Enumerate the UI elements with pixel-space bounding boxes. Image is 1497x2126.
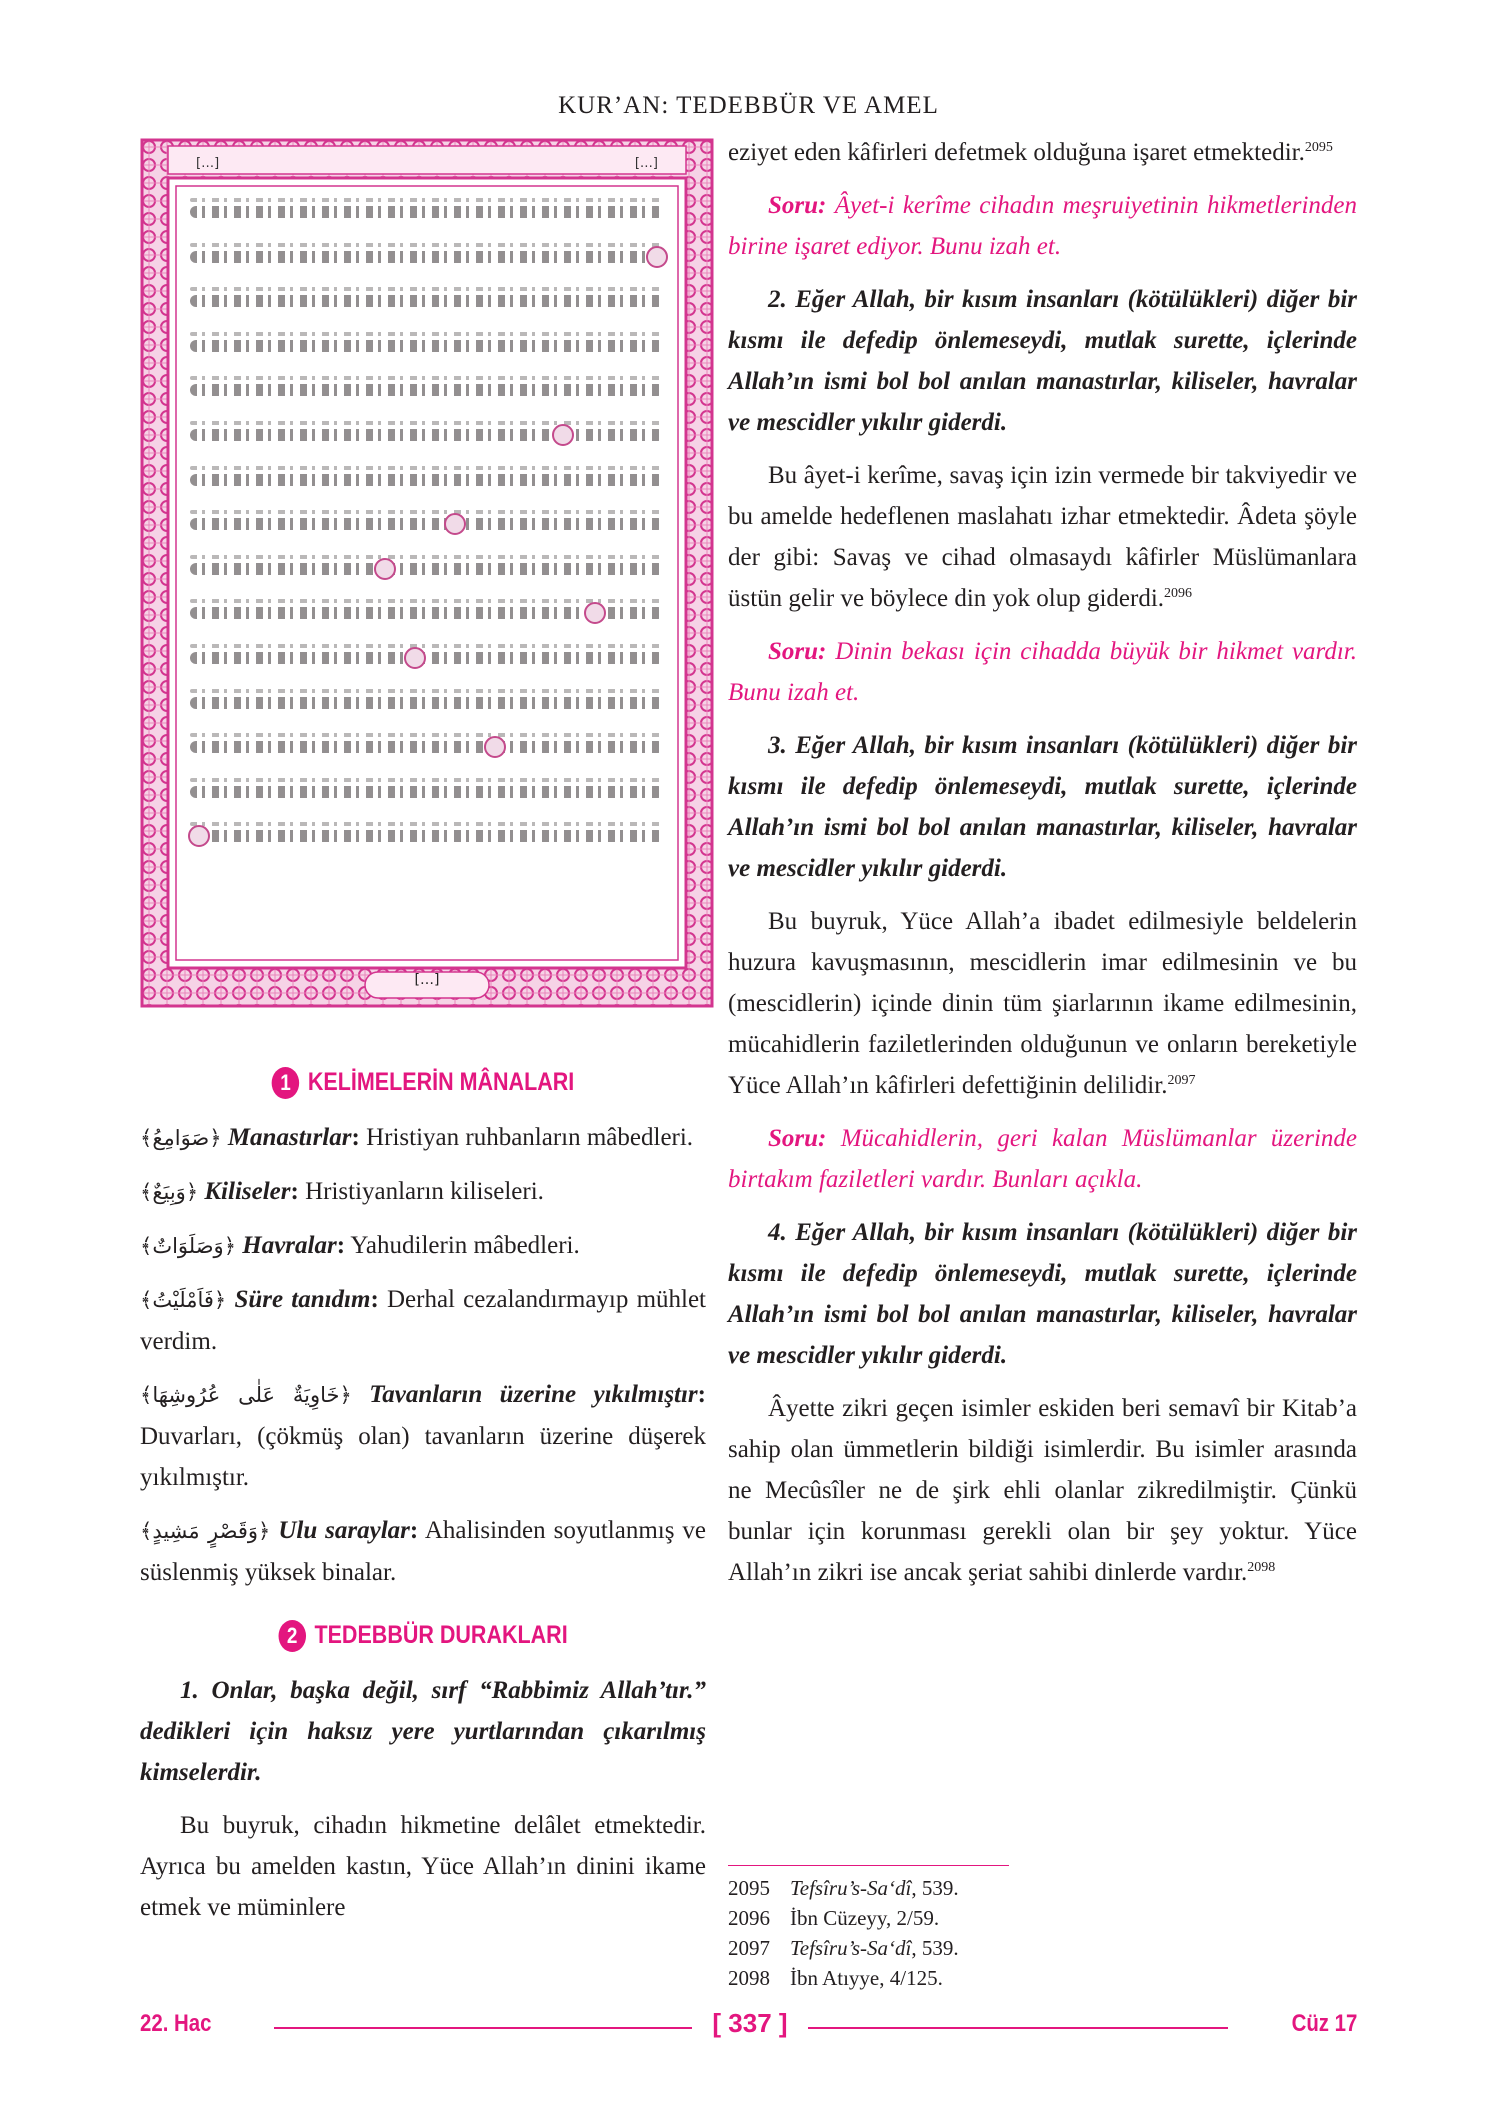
footnote-rule [728,1865,1009,1866]
footnote-ref: 2096 [1164,586,1193,601]
ayah-marker [552,424,574,446]
tedebbur-point-4: 4. Eğer Allah, bir kısım insanları (kötülükleri) diğer bir kısmı ile defedip önlemeseydi, mutlak surette, içlerinde Allah’ın ismi bol bol anılan manastırlar, kiliseler, havralar ve mescidler yıkılır giderdi. [728,1219,1357,1369]
heading-number-badge: 2 [278,1620,306,1652]
footnote-ref: 2095 [1304,140,1333,155]
glossary-entry: ﴾وَقَصْرٍ مَشِيدٍ﴿ Ulu saraylar: Ahalisinden soyutlanmış ve süslenmiş yüksek binalar. [140,1517,707,1586]
body-paragraph: Âyette zikri geçen isimler eskiden beri semavî bir Kitab’a sahip olan ümmetlerin bildiği isimlerdir. Bu isimler arasında ne Mecûsîler ne de şirk ehli olanlar zikredilmiştir. Çünkü bunlar için korunması gerekli olan bir şey yoktur. Yüce Allah’ın zikri ise ancak şeriat sahibi dinlerde vardır.$^{2098}$ [728,1395,1357,1586]
mushaf-line [184,235,670,280]
footer-rule [274,2027,692,2029]
mushaf-text-lines [184,190,670,859]
running-head: KUR’AN: TEDEBBÜR VE AMEL [558,92,939,119]
ayah-marker [188,825,210,847]
tedebbur-point-1: 1. Onlar, başka değil, sırf “Rabbimiz Allah’tır.” dedikleri için haksız yere yurtlarından çıkarılmış kimselerdir. [140,1677,707,1786]
glossary-entry: ﴾خَاوِيَةٌ عَلٰى عُرُوشِهَا﴿ Tavanların üzerine yıkılmıştır: Duvarları, (çökmüş olan) tavanların üzerine düşerek yıkılmıştır. [140,1381,706,1491]
left-column [140,1062,706,1928]
mushaf-line [184,502,670,547]
mushaf-line [184,725,670,770]
mushaf-page [140,138,714,1008]
mushaf-line [184,547,670,592]
question-prompt: Soru: Dinin bekası için cihadda büyük bir hikmet vardır. Bunu izah et. [728,638,1357,706]
mushaf-header-juz: […] [196,156,220,171]
mushaf-line [184,190,670,235]
mushaf-line [184,458,670,503]
glossary-entry: ﴾صَوَامِعُ﴿ Manastırlar: Hristiyan ruhbanların mâbedleri. [140,1124,694,1151]
ayah-marker [404,647,426,669]
glossary-entry: ﴾فَاَمْلَيْتُ﴿ Süre tanıdım: Derhal cezalandırmayıp mühlet verdim. [140,1286,706,1355]
footnote: 2096 İbn Cüzeyy, 2/59. [728,1906,940,1930]
heading-title: TEDEBBÜR DURAKLARI [314,1621,568,1649]
mushaf-line [184,591,670,636]
tedebbur-point-2: 2. Eğer Allah, bir kısım insanları (kötülükleri) diğer bir kısmı ile defedip önlemeseydi, mutlak surette, içlerinde Allah’ın ismi bol bol anılan manastırlar, kiliseler, havralar ve mescidler yıkılır giderdi. [728,286,1357,436]
tedebbur-point-3: 3. Eğer Allah, bir kısım insanları (kötülükleri) diğer bir kısmı ile defedip önlemeseydi, mutlak surette, içlerinde Allah’ın ismi bol bol anılan manastırlar, kiliseler, havralar ve mescidler yıkılır giderdi. [728,732,1357,882]
ayah-marker [374,558,396,580]
footer-rule [808,2027,1228,2029]
heading-number-badge: 1 [272,1067,300,1099]
right-column [728,132,1357,1593]
body-paragraph: Bu âyet-i kerîme, savaş için izin vermede bir takviyedir ve bu amelde hedeflenen maslahatı izhar etmektedir. Âdeta şöyle der gibi: Savaş ve cihad olmasaydı kâfirler Müslümanlara üstün gelir ve böylece din yok olup giderdi.$^{2096}$ [728,462,1357,612]
footnotes [728,1873,959,1993]
heading-title: KELİMELERİN MÂNALARI [307,1068,575,1096]
glossary-entry: ﴾وَبِيَعٌ﴿ Kiliseler: Hristiyanların kiliseleri. [140,1178,544,1205]
mushaf-line [184,636,670,681]
footnote: 2095 Tefsîru’s-Sa‘dî, 539. [728,1876,959,1900]
mushaf-line [184,770,670,815]
ayah-marker [584,602,606,624]
footnote: 2098 İbn Atıyye, 4/125. [728,1966,943,1990]
page-number: [ 337 ] [712,2008,788,2038]
body-paragraph: eziyet eden kâfirleri defetmek olduğuna işaret etmektedir.$^{2095}$ [728,139,1333,166]
glossary-entry: ﴾وَصَلَوَاتٌ﴿ Havralar: Yahudilerin mâbedleri. [140,1232,580,1259]
body-paragraph: Bu buyruk, cihadın hikmetine delâlet etmektedir. Ayrıca bu amelden kastın, Yüce Allah’ın dinini ikame etmek ve müminlere [140,1812,706,1921]
mushaf-line [184,413,670,458]
mushaf-page-number: […] [414,972,440,988]
ayah-marker [484,736,506,758]
ayah-marker [444,513,466,535]
footer-juz: Cüz 17 [1291,2010,1357,2037]
page-footer [140,2010,1357,2044]
mushaf-header-surah: […] [634,156,658,171]
mushaf-line [184,279,670,324]
section-heading-tedebbur-stops [180,1615,667,1656]
footnote-ref: 2097 [1167,1073,1196,1088]
footnote-ref: 2098 [1247,1560,1276,1575]
footer-surah: 22. Hac [140,2010,212,2037]
ayah-marker [646,246,668,268]
question-prompt: Soru: Mücahidlerin, geri kalan Müslümanlar üzerinde birtakım faziletleri vardır. Bunları açıkla. [728,1125,1357,1193]
mushaf-line [184,324,670,369]
question-prompt: Soru: Âyet-i kerîme cihadın meşruiyetinin hikmetlerinden birine işaret ediyor. Bunu izah et. [728,192,1357,260]
body-paragraph: Bu buyruk, Yüce Allah’a ibadet edilmesiyle beldelerin huzura kavuşmasının, mescidlerin imar edilmesinin ve bu (mescidlerin) içinde dinin tüm şiarlarının ikame edilmesinin, mücahidlerin faziletlerinden olduğunun ve onların bereketiyle Yüce Allah’ın kâfirleri defettiğinin delilidir.$^{2097}$ [728,908,1357,1099]
mushaf-line [184,681,670,726]
footnote: 2097 Tefsîru’s-Sa‘dî, 539. [728,1936,959,1960]
mushaf-line [184,368,670,413]
section-heading-word-meanings [180,1062,667,1103]
mushaf-line [184,814,670,859]
